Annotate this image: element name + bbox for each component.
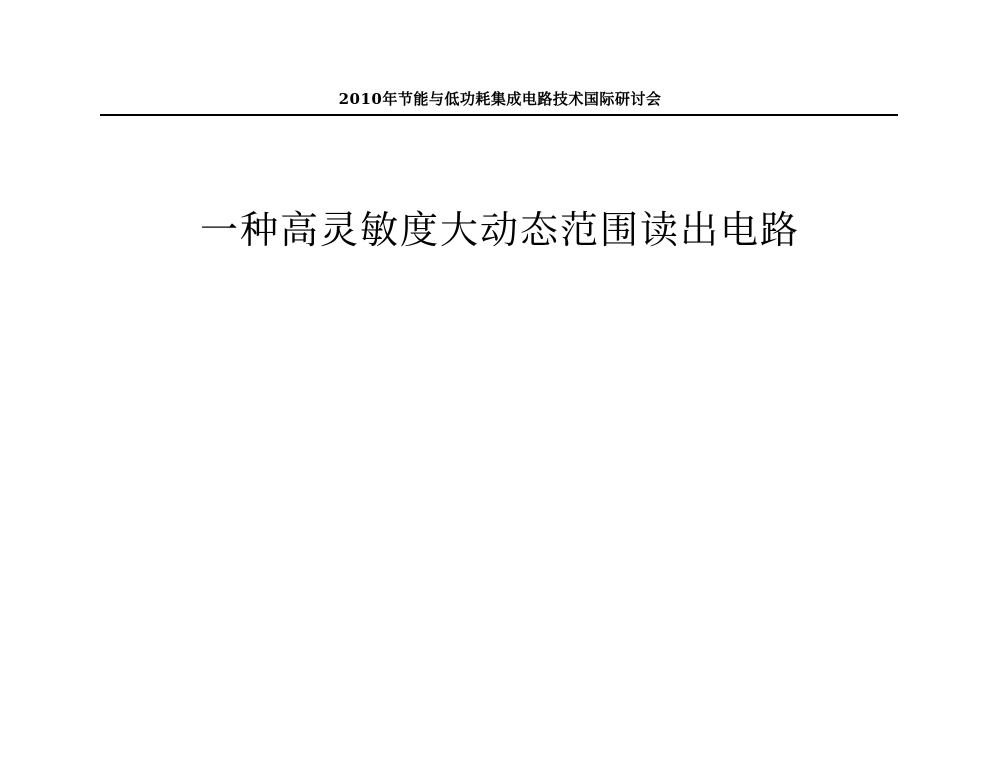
header-rule: [100, 114, 898, 116]
running-header: 2010年节能与低功耗集成电路技术国际研讨会: [338, 90, 662, 108]
paper-title: 一种高灵敏度大动态范围读出电路: [199, 208, 800, 252]
